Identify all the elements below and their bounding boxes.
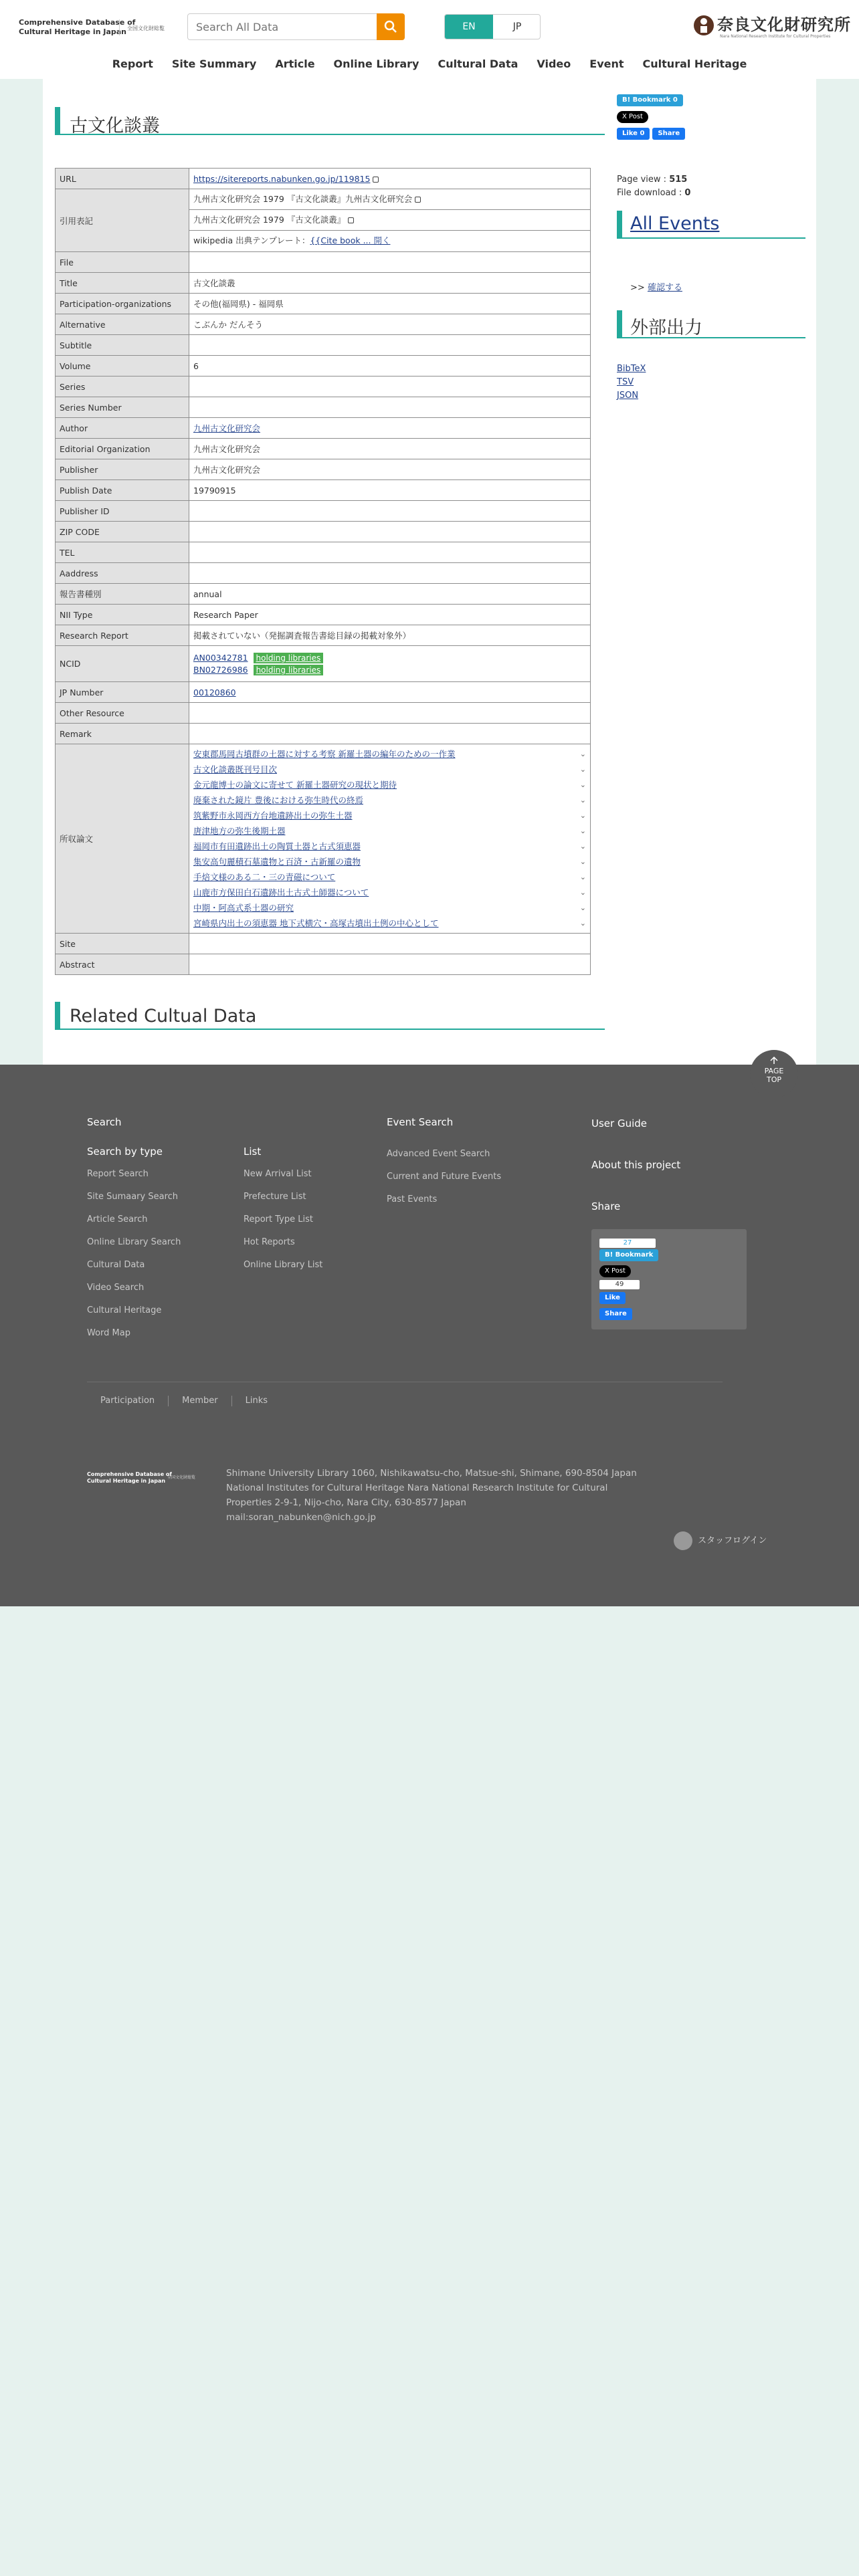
nav-cultural-data[interactable]: Cultural Data xyxy=(438,58,518,70)
article-link[interactable]: 筑紫野市永岡西方台地遺跡出土の弥生土器 xyxy=(193,811,353,821)
footer-link[interactable]: New Arrival List xyxy=(244,1169,312,1179)
table-row: Publisher 九州古文化研究会 xyxy=(56,459,591,480)
footer-link[interactable]: Cultural Data xyxy=(87,1260,145,1270)
jp-number-link[interactable]: 00120860 xyxy=(193,687,236,697)
table-row: Series xyxy=(56,377,591,397)
footer-link[interactable]: Video Search xyxy=(87,1283,145,1293)
footer-link[interactable]: Site Sumaary Search xyxy=(87,1192,179,1202)
copy-icon[interactable] xyxy=(373,177,379,183)
global-search xyxy=(187,13,405,40)
page-title xyxy=(55,107,605,135)
footer-bookmark-button[interactable]: B! Bookmark xyxy=(599,1249,658,1261)
article-link[interactable]: 唐津地方の弥生後期土器 xyxy=(193,826,286,836)
table-row: NII Type Research Paper xyxy=(56,605,591,625)
logo-sub: 全国文化財総覧 xyxy=(127,25,165,31)
table-row: 所収論文 安東郡馬岡古墳群の土器に対する考察 新羅土器の編年のための一作業 ⌄ 古文化談叢既刊号目次 ⌄ 金元龍博士の論文に寄せて 新羅土器研究の現状と期待 ⌄ 廃棄された鏡片 豊後における弥生時代の終焉 ⌄ 筑紫野市永岡西方台地遺跡出土の弥生土器 ⌄ 唐津地方の弥生後期土器 ⌄ 福岡市有田遺跡出土の陶質土器と古式須恵器 ⌄ 集安高句麗積石墓遺物と百済・古新羅の遺物 ⌄ 手焙文様のある二・三の青磁について ⌄ 山鹿市方保田白石遺跡出土古式土師器について ⌄ 中期・阿高式系土器の研究 ⌄ 宮崎県内出土の須恵器 地下式横穴・高塚古墳出土例の中心として ⌄ xyxy=(56,744,591,934)
table-row: Participation-organizations その他(福岡県) - 福岡県 xyxy=(56,294,591,314)
article-link[interactable]: 中期・阿高式系土器の研究 xyxy=(193,903,294,913)
footer-link[interactable]: Current and Future Events xyxy=(387,1172,502,1182)
logo-line2: Cultural Heritage in Japan xyxy=(19,27,126,36)
footer-about-link[interactable]: About this project xyxy=(591,1159,681,1171)
table-row: Abstract xyxy=(56,954,591,975)
nav-video[interactable]: Video xyxy=(537,58,571,70)
lang-jp-button[interactable]: JP xyxy=(512,21,522,32)
article-link[interactable]: 古文化談叢既刊号目次 xyxy=(193,764,278,774)
sidebar xyxy=(617,94,805,403)
footer-link[interactable]: Report Type List xyxy=(244,1214,313,1224)
org-sub: Nara National Research Institute for Cultural Properties xyxy=(720,34,831,39)
holding-libraries-button[interactable]: holding libraries xyxy=(254,653,324,663)
article-link[interactable]: 福岡市有田遺跡出土の陶質土器と古式須恵器 xyxy=(193,841,361,851)
chevron-down-icon[interactable]: ⌄ xyxy=(579,857,586,866)
citation-1: 九州古文化研究会 1979 『古文化談叢』九州古文化研究会 xyxy=(193,194,413,204)
chevron-down-icon[interactable]: ⌄ xyxy=(579,765,586,774)
page-title-text: 古文化談叢 xyxy=(70,116,160,136)
export-bibtex-link[interactable]: BibTeX xyxy=(617,364,646,374)
nav-event[interactable]: Event xyxy=(589,58,624,70)
fb-count: 49 xyxy=(599,1280,640,1289)
export-heading: 外部出力 xyxy=(617,310,805,338)
language-switch xyxy=(444,14,541,39)
nav-site-summary[interactable]: Site Summary xyxy=(171,58,257,70)
footer-event-search-link[interactable]: Event Search xyxy=(387,1116,454,1128)
footer-link[interactable]: Advanced Event Search xyxy=(387,1149,490,1159)
table-row: Volume 6 xyxy=(56,356,591,377)
table-row: Research Report 掲載されていない（発掘調査報告書総目録の掲載対象外） xyxy=(56,625,591,646)
footer-link[interactable]: Prefecture List xyxy=(244,1192,306,1202)
footer-link[interactable]: Online Library Search xyxy=(87,1237,181,1247)
lang-en-button[interactable]: EN xyxy=(445,15,493,39)
chevron-down-icon[interactable]: ⌄ xyxy=(579,888,586,897)
footer-link[interactable]: Hot Reports xyxy=(244,1237,295,1247)
footer-search-link[interactable]: Search xyxy=(87,1116,122,1128)
chevron-down-icon[interactable]: ⌄ xyxy=(579,903,586,912)
related-section-title: Related Cultual Data xyxy=(55,1002,605,1030)
search-icon xyxy=(384,20,397,33)
page-top-button[interactable]: PAGE TOP xyxy=(750,1050,798,1098)
author-link[interactable]: 九州古文化研究会 xyxy=(193,423,261,433)
table-row: Alternative こぶんか だんそう xyxy=(56,314,591,335)
org-name: 奈良文化財研究所 xyxy=(717,15,851,34)
footer-user-guide-link[interactable]: User Guide xyxy=(591,1117,648,1130)
hatena-bookmark-button[interactable]: B! Bookmark 0 xyxy=(617,94,683,106)
chevron-down-icon[interactable]: ⌄ xyxy=(579,811,586,820)
chevron-down-icon[interactable]: ⌄ xyxy=(579,780,586,789)
table-row: Series Number xyxy=(56,397,591,418)
article-link[interactable]: 手焙文様のある二・三の青磁について xyxy=(193,872,336,882)
chevron-down-icon[interactable]: ⌄ xyxy=(579,873,586,881)
footer-logo[interactable]: Comprehensive Database of Cultural Heritage in Japan 全国文化財総覧 xyxy=(87,1471,196,1484)
export-json-link[interactable]: JSON xyxy=(617,391,639,401)
cite-book-link[interactable]: {{Cite book ... 開く xyxy=(310,235,391,245)
footer-participation-link[interactable]: Participation xyxy=(100,1396,155,1406)
table-row: Publish Date 19790915 xyxy=(56,480,591,501)
site-footer: Search Search by type Report Search Site Sumaary Search Article Search Online Library Search Cultural Data Video Search Cultural Heritage Word Map List New Arrival List Prefecture List Report Type List Hot Reports Online Library List Event Search Advanced Event Search Current and Future Events Past Events User Guide About this project Share 27 B! Bookmark X Post 49 Like Share Participation Member Links Comprehensive Database of Cultural Heritage in Japan 全国文化財総覧 Shimane University Library 1060, Nishikawatsu-cho, Matsue-shi, Shimane, 690-8504 Japan National Institutes for Cultural Heritage Nara National Research Institute for Cultural Properties 2-9-1, Nijo-cho, Nara City, 630-8577 Japan mail:soran_nabunken@nich.go.jp スタッフログイン xyxy=(0,1065,859,1606)
table-row: 報告書種別 annual xyxy=(56,584,591,605)
chevron-down-icon[interactable]: ⌄ xyxy=(579,750,586,758)
nabunken-mark-icon xyxy=(693,13,714,38)
nabunken-logo[interactable] xyxy=(693,11,851,42)
article-link[interactable]: 金元龍博士の論文に寄せて 新羅土器研究の現状と期待 xyxy=(193,780,397,790)
footer-link[interactable]: Past Events xyxy=(387,1194,438,1204)
footer-links-link[interactable]: Links xyxy=(231,1396,281,1406)
url-link[interactable]: https://sitereports.nabunken.go.jp/119815 xyxy=(193,173,371,184)
table-row: NCID AN00342781 holding libraries BN02726986 holding libraries xyxy=(56,646,591,682)
footer-fb-share-button[interactable]: Share xyxy=(599,1308,632,1320)
table-row: Remark xyxy=(56,724,591,744)
footer-link[interactable]: Article Search xyxy=(87,1214,148,1224)
site-logo[interactable] xyxy=(19,18,179,38)
page-stats: Page view : 515 File download : 0 xyxy=(617,175,691,198)
table-row: TEL xyxy=(56,542,591,563)
export-tsv-link[interactable]: TSV xyxy=(617,377,634,387)
search-button[interactable] xyxy=(377,13,405,40)
avatar-icon xyxy=(674,1531,692,1550)
confirm-row: >> 確認する xyxy=(630,283,682,293)
footer-bottom-links xyxy=(87,1396,281,1406)
footer-share-box xyxy=(591,1229,747,1329)
article-link[interactable]: 廃棄された鏡片 豊後における弥生時代の終焉 xyxy=(193,795,363,805)
fb-share-button[interactable]: Share xyxy=(652,128,685,140)
ncid-link-1[interactable]: AN00342781 xyxy=(193,652,248,663)
table-row: URL https://sitereports.nabunken.go.jp/119815 xyxy=(56,169,591,189)
file-download-count: 0 xyxy=(684,188,691,198)
confirm-link[interactable]: 確認する xyxy=(647,283,682,293)
table-row: Other Resource xyxy=(56,703,591,724)
logo-line1: Comprehensive Database of xyxy=(19,18,136,27)
chevron-down-icon[interactable]: ⌄ xyxy=(579,796,586,804)
chevron-down-icon[interactable]: ⌄ xyxy=(579,919,586,928)
x-post-button[interactable]: X Post xyxy=(617,111,648,123)
fb-like-button[interactable]: Like 0 xyxy=(617,128,650,140)
ncid-link-2[interactable]: BN02726986 xyxy=(193,664,248,675)
holding-libraries-button[interactable]: holding libraries xyxy=(254,665,324,675)
main-nav xyxy=(0,52,859,79)
article-link[interactable]: 宮崎県内出土の須恵器 地下式横穴・高塚古墳出土例の中心として xyxy=(193,918,439,928)
export-list xyxy=(617,362,805,403)
footer-link[interactable]: Cultural Heritage xyxy=(87,1305,162,1315)
all-events-heading xyxy=(617,211,805,239)
chevron-down-icon[interactable]: ⌄ xyxy=(579,827,586,835)
footer-address: Shimane University Library 1060, Nishikawatsu-cho, Matsue-shi, Shimane, 690-8504 Japan National Institutes for Cultural Heritage Nara National Research Institute for Cultural Properties 2-9-1, Nijo-cho, Nara City, 630-8577 Japan mail:soran_nabunken@nich.go.jp xyxy=(226,1468,637,1523)
all-events-link[interactable]: All Events xyxy=(630,213,720,234)
article-link[interactable]: 山鹿市方保田白石遺跡出土古式土師器について xyxy=(193,887,369,897)
site-header xyxy=(0,0,859,79)
table-row: File xyxy=(56,252,591,273)
table-row: Publisher ID xyxy=(56,501,591,522)
table-row: JP Number 00120860 xyxy=(56,682,591,703)
copy-icon[interactable] xyxy=(415,197,421,203)
article-link[interactable]: 安東郡馬岡古墳群の土器に対する考察 新羅土器の編年のための一作業 xyxy=(193,749,456,759)
table-row: Title 古文化談叢 xyxy=(56,273,591,294)
table-row: Site xyxy=(56,934,591,954)
page-view-count: 515 xyxy=(669,175,688,185)
table-row: ZIP CODE xyxy=(56,522,591,542)
search-input[interactable] xyxy=(188,14,375,39)
footer-member-link[interactable]: Member xyxy=(168,1396,231,1406)
nav-online-library[interactable]: Online Library xyxy=(333,58,419,70)
table-row: Author 九州古文化研究会 xyxy=(56,418,591,439)
table-row: Editorial Organization 九州古文化研究会 xyxy=(56,439,591,459)
table-row: Aaddress xyxy=(56,563,591,584)
metadata-table xyxy=(55,168,591,975)
nav-cultural-heritage[interactable]: Cultural Heritage xyxy=(642,58,747,70)
nav-article[interactable]: Article xyxy=(275,58,315,70)
copy-icon[interactable] xyxy=(348,217,354,223)
footer-link[interactable]: Report Search xyxy=(87,1169,149,1179)
footer-fb-like-button[interactable]: Like xyxy=(599,1292,626,1304)
footer-x-post-button[interactable]: X Post xyxy=(599,1265,631,1277)
staff-login-button[interactable]: スタッフログイン xyxy=(674,1531,767,1550)
share-count: 27 xyxy=(599,1239,656,1248)
footer-link[interactable]: Online Library List xyxy=(244,1260,323,1270)
article-link[interactable]: 集安高句麗積石墓遺物と百済・古新羅の遺物 xyxy=(193,857,361,867)
arrow-up-icon xyxy=(769,1057,779,1065)
footer-link[interactable]: Word Map xyxy=(87,1328,130,1338)
table-row: Subtitle xyxy=(56,335,591,356)
table-row: 引用表記 九州古文化研究会 1979 『古文化談叢』九州古文化研究会 九州古文化研究会 1979 『古文化談叢』 wikipedia 出典テンプレート：{{Cite book ... 開く xyxy=(56,189,591,252)
citation-2: 九州古文化研究会 1979 『古文化談叢』 xyxy=(193,215,346,225)
nav-report[interactable]: Report xyxy=(112,58,153,70)
chevron-down-icon[interactable]: ⌄ xyxy=(579,842,586,851)
